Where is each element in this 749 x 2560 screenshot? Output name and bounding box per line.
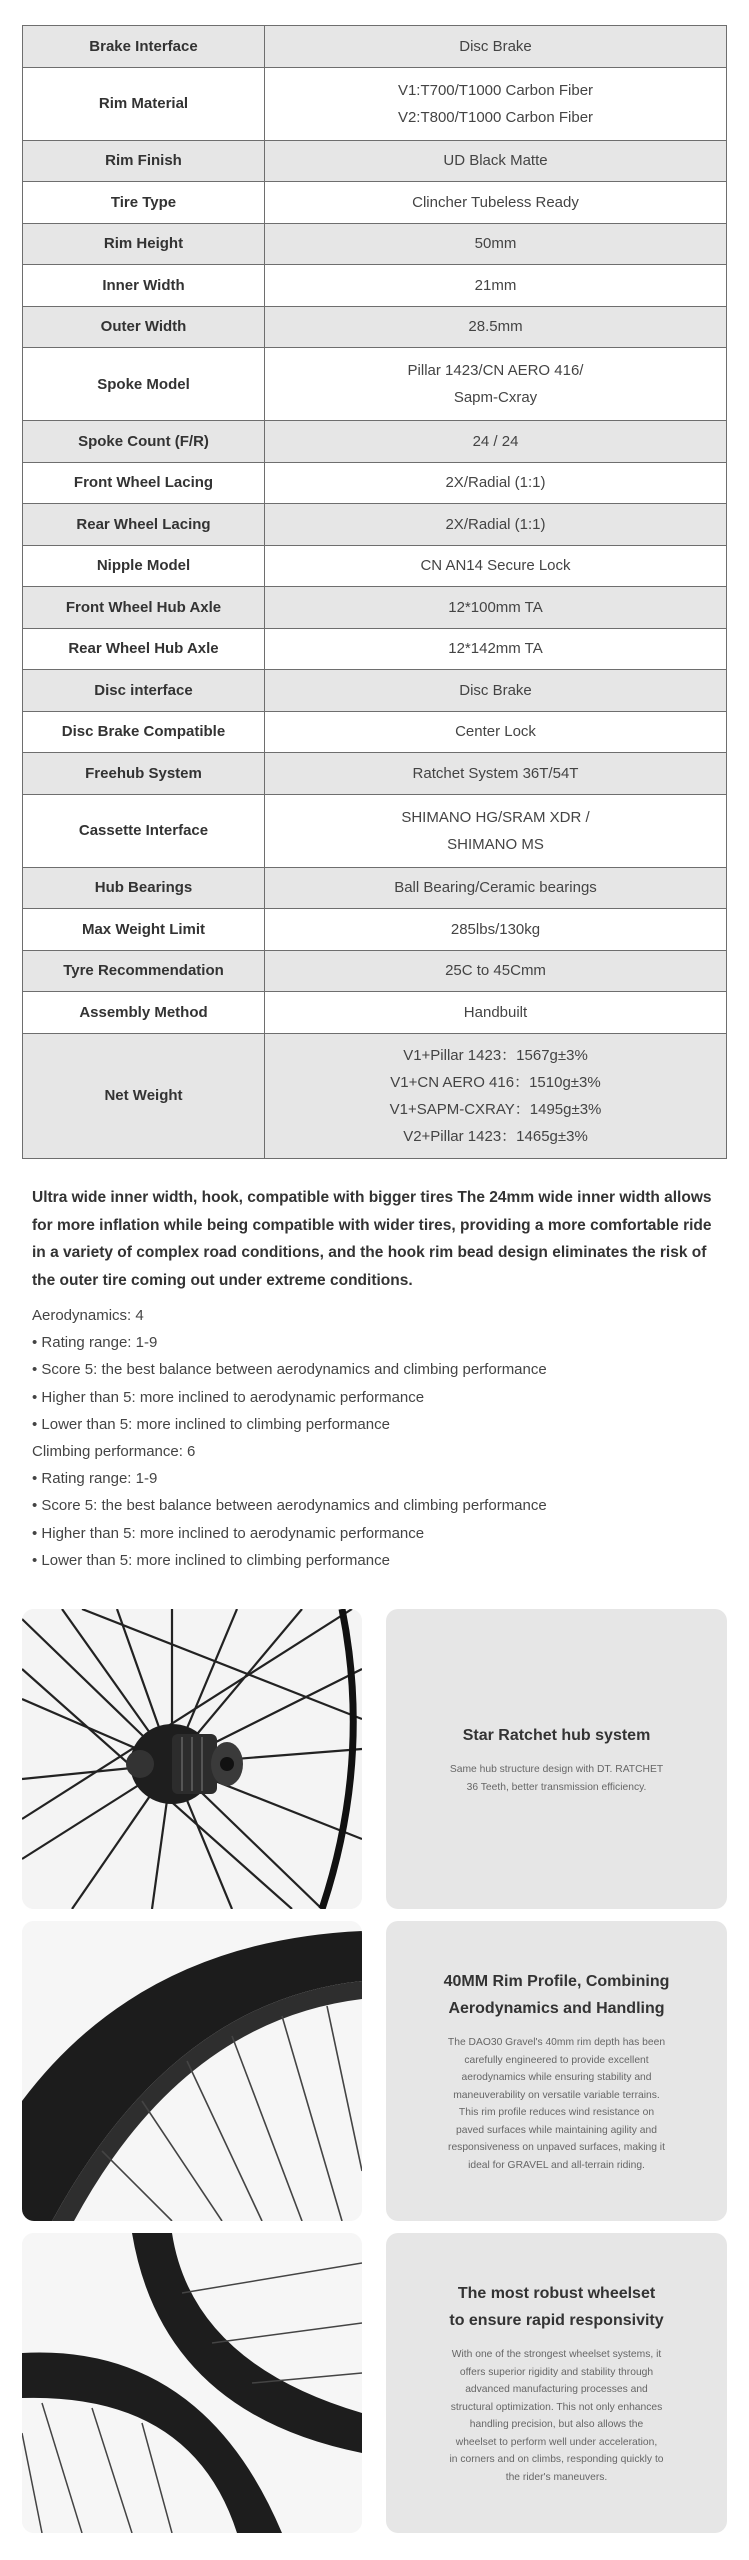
- feature-title: [444, 1968, 670, 2022]
- feature-card-wheelset: [386, 2233, 727, 2533]
- rating-heading: Aerodynamics: 4: [32, 1307, 144, 1324]
- spec-row: [23, 504, 727, 546]
- spec-label: Rim Height: [23, 223, 265, 265]
- spec-value-line: 25C to 45Cmm: [445, 962, 546, 980]
- spec-label: Net Weight: [23, 1033, 265, 1158]
- rim-profile-photo-icon: [22, 1921, 362, 2221]
- feature-description-line: advanced manufacturing processes and: [465, 2384, 648, 2395]
- spec-label: Tire Type: [23, 182, 265, 224]
- spec-value-line: V2+Pillar 1423：1465g±3%: [403, 1127, 588, 1145]
- spec-value-line: Disc Brake: [459, 37, 532, 55]
- spec-row: [23, 67, 727, 140]
- feature-title-line: 40MM Rim Profile, Combining: [443, 1973, 670, 1990]
- spec-label: Assembly Method: [23, 992, 265, 1034]
- spec-value-line: V1:T700/T1000 Carbon Fiber: [397, 81, 594, 99]
- feature-title-line: Star Ratchet hub system: [462, 1727, 651, 1744]
- spec-value: [265, 670, 727, 712]
- feature-title-line: Aerodynamics and Handling: [448, 2000, 665, 2017]
- spec-value-line: Clincher Tubeless Ready: [412, 193, 579, 211]
- feature-card-hub: [386, 1609, 727, 1909]
- hub-photo-icon: [22, 1609, 362, 1909]
- feature-description-line: Same hub structure design with DT. RATCHET: [449, 1764, 664, 1775]
- spec-value-line: Sapm-Cxray: [453, 389, 538, 406]
- spec-label: Rim Finish: [23, 140, 265, 182]
- spec-row: [23, 670, 727, 712]
- spec-value-line: 24 / 24: [472, 432, 519, 450]
- rating-bullet: • Lower than 5: more inclined to climbing performance: [32, 1415, 390, 1433]
- spec-row: [23, 867, 727, 909]
- spec-value-line: CN AN14 Secure Lock: [420, 557, 571, 575]
- wheelset-photo: [22, 2233, 362, 2533]
- spec-row: [23, 628, 727, 670]
- spec-value-line: Handbuilt: [463, 1003, 528, 1021]
- ratings-list: [32, 1302, 722, 1574]
- spec-value: [265, 67, 727, 140]
- feature-title-line: The most robust wheelset: [457, 2285, 656, 2302]
- rating-bullet: • Rating range: 1-9: [32, 1470, 158, 1488]
- spec-row: [23, 348, 727, 421]
- feature-title: [463, 1722, 651, 1749]
- spec-value-line: V1+Pillar 1423：1567g±3%: [403, 1046, 588, 1064]
- spec-row: [23, 711, 727, 753]
- feature-description-line: responsiveness on unpaved surfaces, making it: [448, 2142, 665, 2153]
- rim-photo: [22, 1921, 362, 2221]
- spec-label: Rear Wheel Lacing: [23, 504, 265, 546]
- spec-label: Max Weight Limit: [23, 909, 265, 951]
- spec-row: [23, 950, 727, 992]
- spec-value: [265, 306, 727, 348]
- spec-row: [23, 992, 727, 1034]
- spec-value-line: V1+SAPM-CXRAY：1495g±3%: [389, 1100, 602, 1118]
- spec-value-line: Ball Bearing/Ceramic bearings: [394, 879, 597, 897]
- feature-description-line: aerodynamics while ensuring stability and: [461, 2072, 652, 2083]
- spec-row: [23, 909, 727, 951]
- spec-row: [23, 462, 727, 504]
- feature-description-line: offers superior rigidity and stability through: [459, 2366, 654, 2378]
- spec-value: [265, 140, 727, 182]
- rating-bullet: • Higher than 5: more inclined to aerodynamic performance: [32, 1524, 425, 1542]
- spec-label: Tyre Recommendation: [23, 950, 265, 992]
- spec-row: [23, 265, 727, 307]
- spec-value: [265, 1033, 727, 1158]
- spec-label: Spoke Model: [23, 348, 265, 421]
- feature-description-line: handling precision, but also allows the: [469, 2419, 644, 2430]
- spec-label: Rear Wheel Hub Axle: [23, 628, 265, 670]
- spec-value: [265, 587, 727, 629]
- spec-value-line: 2X/Radial (1:1): [445, 474, 546, 492]
- spec-row: [23, 794, 727, 867]
- spec-value: [265, 628, 727, 670]
- feature-description: [450, 1761, 663, 1796]
- spec-value: [265, 26, 727, 68]
- spec-label: Front Wheel Hub Axle: [23, 587, 265, 629]
- spec-value-line: V2:T800/T1000 Carbon Fiber: [397, 108, 594, 126]
- spec-row: [23, 223, 727, 265]
- feature-description-line: This rim profile reduces wind resistance on: [458, 2107, 655, 2118]
- rating-bullet: • Score 5: the best balance between aerodynamics and climbing performance: [32, 1361, 547, 1379]
- wheelset-photo-icon: [22, 2233, 362, 2533]
- spec-label: Spoke Count (F/R): [23, 421, 265, 463]
- spec-value-line: Center Lock: [455, 723, 536, 741]
- spec-label: Outer Width: [23, 306, 265, 348]
- spec-value: [265, 992, 727, 1034]
- feature-title: [449, 2280, 663, 2334]
- spec-label: Hub Bearings: [23, 867, 265, 909]
- spec-value: [265, 794, 727, 867]
- spec-value-line: V1+CN AERO 416：1510g±3%: [390, 1073, 601, 1091]
- spec-label: Brake Interface: [23, 26, 265, 68]
- spec-row: [23, 545, 727, 587]
- spec-value: [265, 265, 727, 307]
- spec-label: Disc Brake Compatible: [23, 711, 265, 753]
- feature-description: [448, 2034, 665, 2174]
- feature-description-line: With one of the strongest wheelset systems, it: [451, 2349, 662, 2360]
- spec-label: Inner Width: [23, 265, 265, 307]
- spec-row: [23, 1033, 727, 1158]
- spec-row: [23, 306, 727, 348]
- spec-row: [23, 26, 727, 68]
- spec-row: [23, 421, 727, 463]
- feature-description-line: carefully engineered to provide excellent: [464, 2054, 649, 2066]
- spec-label: Front Wheel Lacing: [23, 462, 265, 504]
- feature-description-line: in corners and on climbs, responding quickly to: [449, 2454, 664, 2465]
- spec-value: [265, 753, 727, 795]
- feature-description-line: wheelset to perform well under acceleration,: [455, 2436, 658, 2448]
- feature-title-line: to ensure rapid responsivity: [449, 2312, 664, 2329]
- feature-description: [449, 2346, 663, 2486]
- spec-row: [23, 140, 727, 182]
- feature-description-line: ideal for GRAVEL and all-terrain riding.: [468, 2159, 645, 2171]
- feature-description-line: structural optimization. This not only enhances: [450, 2401, 663, 2413]
- rating-bullet: • Lower than 5: more inclined to climbing performance: [32, 1551, 390, 1569]
- spec-row: [23, 753, 727, 795]
- spec-label: Disc interface: [23, 670, 265, 712]
- spec-row: [23, 587, 727, 629]
- spec-value-line: SHIMANO MS: [447, 835, 544, 853]
- spec-value: [265, 462, 727, 504]
- spec-value-line: 21mm: [474, 276, 517, 294]
- spec-value-line: 50mm: [474, 235, 517, 253]
- feature-description-line: 36 Teeth, better transmission efficiency.: [466, 1781, 647, 1793]
- spec-label: Nipple Model: [23, 545, 265, 587]
- spec-value-line: Pillar 1423/CN AERO 416/: [407, 362, 584, 379]
- rating-heading: Climbing performance: 6: [32, 1443, 196, 1461]
- spec-value: [265, 867, 727, 909]
- spec-label: Freehub System: [23, 753, 265, 795]
- rating-bullet: • Rating range: 1-9: [32, 1334, 158, 1352]
- spec-value-line: 12*142mm TA: [448, 640, 543, 658]
- spec-value: [265, 223, 727, 265]
- spec-table: [22, 25, 727, 1159]
- spec-label: Rim Material: [23, 67, 265, 140]
- spec-label: Cassette Interface: [23, 794, 265, 867]
- hub-photo: [22, 1609, 362, 1909]
- spec-value: [265, 909, 727, 951]
- spec-value-line: SHIMANO HG/SRAM XDR /: [401, 808, 590, 826]
- spec-value: [265, 182, 727, 224]
- spec-value-line: Disc Brake: [459, 681, 532, 699]
- feature-description-line: the rider's maneuvers.: [505, 2471, 608, 2483]
- spec-value-line: 28.5mm: [468, 318, 523, 336]
- rating-bullet: • Higher than 5: more inclined to aerodynamic performance: [32, 1388, 425, 1406]
- spec-value-line: 2X/Radial (1:1): [445, 515, 546, 533]
- spec-value-line: UD Black Matte: [443, 152, 548, 170]
- intro-paragraph: Ultra wide inner width, hook, compatible with bigger tires The 24mm wide inner width allows for more inflation while being compatible with wider tires, providing a more comfortable ride in a variety of complex road conditions, and the hook rim bead design eliminates the risk of the outer tire coming out under extreme conditions.: [32, 1189, 712, 1289]
- rating-bullet: • Score 5: the best balance between aerodynamics and climbing performance: [32, 1497, 547, 1515]
- spec-value: [265, 545, 727, 587]
- spec-value: [265, 711, 727, 753]
- spec-row: [23, 182, 727, 224]
- spec-value-line: 285lbs/130kg: [450, 920, 541, 938]
- spec-value-line: 12*100mm TA: [448, 598, 543, 616]
- spec-value: [265, 950, 727, 992]
- spec-value: [265, 421, 727, 463]
- feature-description-line: maneuverability on versatile variable terrains.: [453, 2089, 660, 2101]
- spec-value: [265, 348, 727, 421]
- feature-description-line: paved surfaces while maintaining agility and: [456, 2124, 657, 2136]
- spec-value-line: Ratchet System 36T/54T: [412, 764, 579, 782]
- feature-description-line: The DAO30 Gravel's 40mm rim depth has been: [447, 2037, 666, 2048]
- feature-card-rim: [386, 1921, 727, 2221]
- spec-value: [265, 504, 727, 546]
